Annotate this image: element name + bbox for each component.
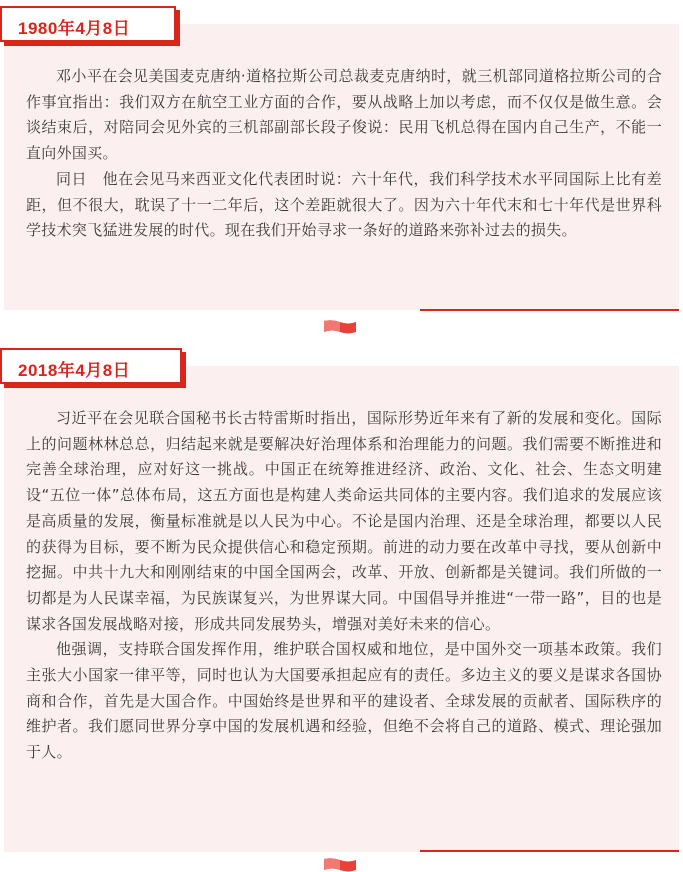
section-body xyxy=(26,64,662,244)
paragraph: 他强调，支持联合国发挥作用，维护联合国权威和地位，是中国外交一项基本政策。我们主张大小国家一律平等，同时也认为大国要承担起应有的责任。多边主义的要义是谋求各国协商和合作，首先是大国合作。中国始终是世界和平的建设者、全球发展的贡献者、国际秩序的维护者。我们愿同世界分享中国的发展机遇和经验，但绝不会将自己的道路、模式、理论强加于人。 xyxy=(26,640,662,762)
paragraph: 习近平在会见联合国秘书长古特雷斯时指出，国际形势近年来有了新的发展和变化。国际上的问题林林总总，归结起来就是要解决好治理体系和治理能力的问题。我们需要不断推进和完善全球治理，应对好这一挑战。中国正在统筹推进经济、政治、文化、社会、生态文明建设“五位一体”总体布局，这五方面也是构建人类命运共同体的主要内容。我们追求的发展应该是高质量的发展，衡量标准就是以人民为中心。不论是国内治理、还是全球治理，都要以人民的获得为目标，要不断为民众提供信心和稳定预期。前进的动力要在改革中寻找，要从创新中挖掘。中共十九大和刚刚结束的中国全国两会，改革、开放、创新都是关键词。我们所做的一切都是为人民谋幸福，为民族谋复兴，为世界谋大同。中国倡导并推进“一带一路”，目的也是谋求各国发展战略对接，形成共同发展势头，增强对美好未来的信心。 xyxy=(26,409,662,633)
section-1980 xyxy=(0,0,683,340)
section-2018 xyxy=(0,340,683,872)
bottom-accent-line xyxy=(420,850,679,852)
date-tag xyxy=(0,6,176,42)
ribbon-divider-icon xyxy=(324,858,356,872)
ribbon-divider-icon xyxy=(324,320,356,334)
paragraph: 同日 他在会见马来西亚文化代表团时说：六十年代，我们科学技术水平同国际上比有差距，但不很大，耽误了十一二年后，这个差距就很大了。因为六十年代末和七十年代是世界科学技术突飞猛进发展的时代。现在我们开始寻求一条好的道路来弥补过去的损失。 xyxy=(26,169,662,240)
date-tag xyxy=(0,348,182,384)
paragraph: 邓小平在会见美国麦克唐纳·道格拉斯公司总裁麦克唐纳时，就三机部同道格拉斯公司的合作事宜指出：我们双方在航空工业方面的合作，要从战略上加以考虑，而不仅仅是做生意。会谈结束后，对陪同会见外宾的三机部副部长段子俊说：民用飞机总得在国内自己生产，不能一直向外国买。 xyxy=(26,67,662,163)
date-label: 1980年4月8日 xyxy=(18,19,131,38)
bottom-accent-line xyxy=(420,309,679,311)
section-body xyxy=(26,406,662,766)
date-label: 2018年4月8日 xyxy=(18,361,131,380)
